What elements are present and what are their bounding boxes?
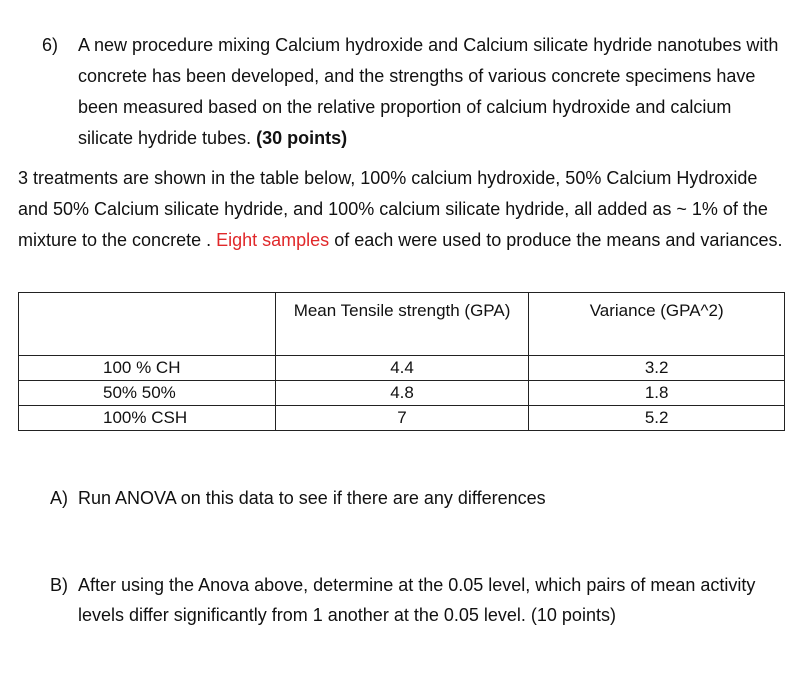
row-variance: 3.2: [529, 356, 785, 381]
intro-highlight: Eight samples: [216, 230, 330, 250]
table-row: [19, 356, 785, 381]
part-a-label: A): [50, 488, 68, 508]
question-6: [42, 30, 782, 154]
part-b-label: B): [50, 575, 68, 595]
row-label: 100% CSH: [19, 406, 276, 431]
part-a: [50, 483, 785, 513]
table-row: [19, 406, 785, 431]
row-mean: 4.4: [275, 356, 529, 381]
row-variance: 1.8: [529, 381, 785, 406]
question-text: A new procedure mixing Calcium hydroxide and Calcium silicate hydride nanotubes with concrete has been developed, and the strengths of various concrete specimens have been measured based on the relative proportion of calcium hydroxide and calcium silicate hydride tubes.: [78, 35, 779, 148]
intro-text-after: of each were used to produce the means and variances.: [334, 230, 783, 250]
row-label: 50% 50%: [19, 381, 276, 406]
row-label: 100 % CH: [19, 356, 276, 381]
row-mean: 4.8: [275, 381, 529, 406]
row-mean: 7: [275, 406, 529, 431]
part-b-text: After using the Anova above, determine at the 0.05 level, which pairs of mean activity levels differ significantly from 1 another at the 0.05 level. (10 points): [78, 575, 756, 625]
part-b: [50, 570, 785, 630]
part-a-text: Run ANOVA on this data to see if there are any differences: [78, 488, 546, 508]
intro-text-before: 3 treatments are shown in the table below, 100% calcium hydroxide, 50% Calcium Hydroxide and 50% Calcium silicate hydride, and 100% calcium silicate hydride, all added as ~ 1% of the mixture to the concrete .: [18, 168, 768, 250]
intro-paragraph: [18, 163, 788, 256]
row-variance: 5.2: [529, 406, 785, 431]
table-header-mean: Mean Tensile strength (GPA): [275, 293, 529, 356]
table-header-variance: Variance (GPA^2): [529, 293, 785, 356]
question-number: 6): [42, 35, 59, 55]
question-points: (30 points): [256, 128, 348, 148]
table-row: [19, 381, 785, 406]
data-table: [18, 292, 785, 431]
table-header-empty: [19, 293, 276, 356]
question-text-block: [78, 30, 782, 154]
table-header-row: [19, 293, 785, 356]
